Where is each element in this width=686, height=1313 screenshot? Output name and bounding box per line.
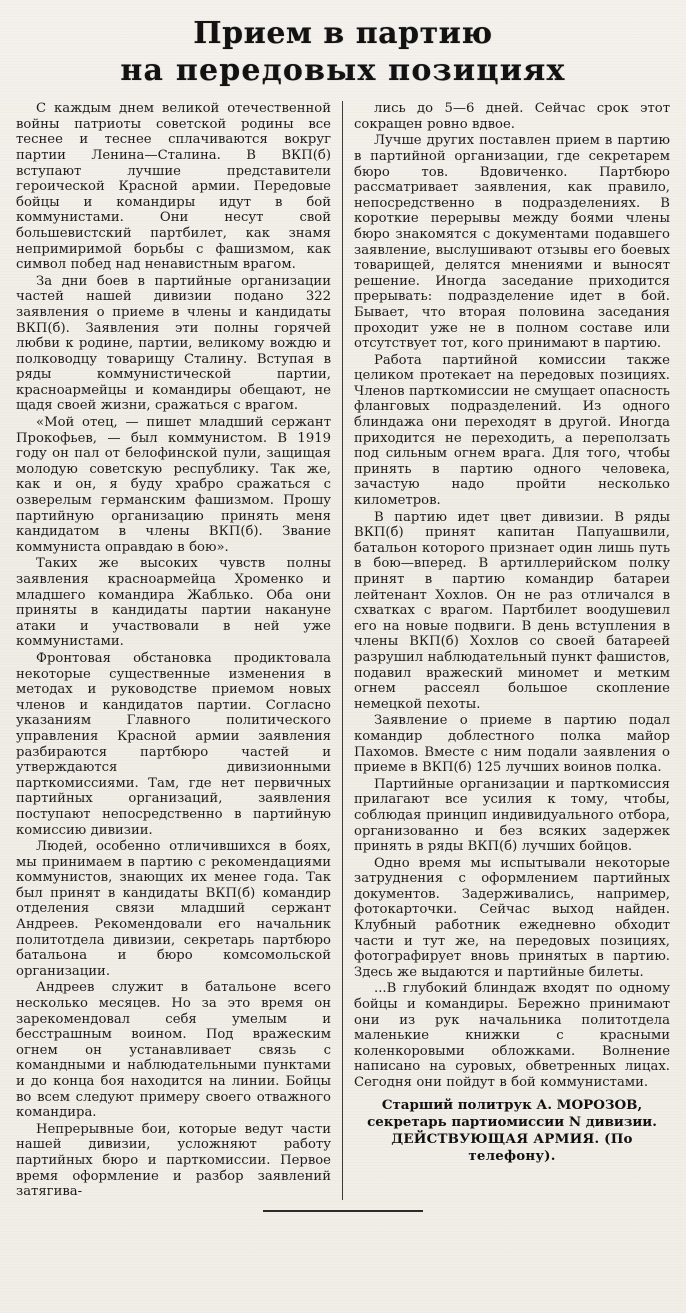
paragraph: Партийные организации и парткомиссия прилагают все усилия к тому, чтобы, соблюдая принцип индивидуального отбора, организованно и без всяких задержек принять в ряды ВКП(б) лучших бойцов. xyxy=(354,776,670,855)
signature-author: Старший политрук А. МОРОЗОВ, xyxy=(381,1096,643,1113)
paragraph: лись до 5—6 дней. Сейчас срок этот сокращен ровно вдвое. xyxy=(354,101,670,132)
article-columns xyxy=(16,101,670,1200)
paragraph: За дни боев в партийные организации частей нашей дивизии подано 322 заявления о приеме в члены и кандидаты ВКП(б). Заявления эти полны горячей любви к родине, партии, великому вождю и полководцу товарищу Сталину. Вступая в ряды коммунистической партии, красноармейцы и командиры обещают, не щадя своей жизни, сражаться с врагом. xyxy=(16,273,331,414)
headline-line-2: на передовых позициях xyxy=(120,52,566,88)
signature-role: секретарь партиомиссии N дивизии. xyxy=(367,1113,657,1130)
paragraph: Таких же высоких чувств полны заявления красноармейца Хроменко и младшего командира Жаблько. Оба они приняты в кандидаты партии накануне атаки и участвовали в ней уже коммунистами. xyxy=(16,556,331,650)
column-right xyxy=(343,101,670,1200)
column-left xyxy=(16,101,343,1200)
paragraph: «Мой отец, — пишет младший сержант Прокофьев, — был коммунистом. В 1919 году он пал от белофинской пули, защищая молодую советскую республику. Так же, как и он, я буду храбро сражаться с озверелым германским фашизмом. Прошу партийную организацию принять меня кандидатом в члены ВКП(б). Звание коммуниста оправдаю в бою». xyxy=(16,415,331,555)
paragraph: Одно время мы испытывали некоторые затруднения с оформлением партийных документов. Задерживались, например, фотокарточки. Сейчас выход найден. Клубный работник ежедневно обходит части и тут же, на передовых позициях, фотографирует вновь принятых в партию. Здесь же выдаются и партийные билеты. xyxy=(354,855,670,980)
headline-line-1: Прием в партию xyxy=(193,16,493,51)
paragraph: Заявление о приеме в партию подал командир доблестного полка майор Пахомов. Вместе с ним подали заявления о приеме в ВКП(б) 125 лучших воинов полка. xyxy=(354,713,670,776)
paragraph: Лучше других поставлен прием в партию в партийной организации, где секретарем бюро тов. Вдовиченко. Партбюро рассматривает заявления, как правило, непосредственно в подразделениях. В короткие перерывы между боями члены бюро знакомятся с документами подавшего заявление, выслушивают отзывы его боевых товарищей, делятся мнениями и выносят решение. Иногда заседание приходится прерывать: подразделение идет в бой. Бывает, что вторая половина заседания проходит уже не в полном составе или отсутствует тот, кого принимают в партию. xyxy=(354,133,670,352)
signature-dateline: ДЕЙСТВУЮЩАЯ АРМИЯ. (По телефону). xyxy=(391,1130,633,1164)
paragraph: С каждым днем великой отечественной войны патриоты советской родины все теснее и теснее сплачиваются вокруг партии Ленина—Сталина. В ВКП(б) вступают лучшие представители героической Красной армии. Передовые бойцы и командиры идут в бой коммунистами. Они несут свой большевистский партбилет, как знамя непримиримой борьбы с фашизмом, как символ побед над ненавистным врагом. xyxy=(16,101,331,273)
paragraph: Непрерывные бои, которые ведут части нашей дивизии, усложняют работу партийных бюро и парткомиссии. Первое время оформление и разбор заявлений затягива- xyxy=(16,1121,331,1200)
article-signature xyxy=(354,1097,670,1165)
paragraph: В партию идет цвет дивизии. В ряды ВКП(б) принят капитан Папуашвили, батальон которого признает один лишь путь в бою—вперед. В артиллерийском полку принят в партию командир батареи лейтенант Хохлов. Он не раз отличался в схватках с врагом. Партбилет воодушевил его на новые подвиги. В день вступления в члены ВКП(б) Хохлов со своей батареей разрушил наблюдательный пункт фашистов, подавил вражеский миномет и метким огнем рассеял большое скопление немецкой пехоты. xyxy=(354,509,670,712)
bottom-divider xyxy=(263,1210,423,1212)
paragraph: Работа партийной комиссии также целиком протекает на передовых позициях. Членов парткомиссии не смущает опасность фланговых подразделений. Из одного блиндажа они переходят в другой. Иногда приходится не переходить, а переползать под сильным огнем врага. Для того, чтобы принять в партию одного человека, зачастую надо пройти несколько километров. xyxy=(354,352,670,509)
paragraph: ...В глубокий блиндаж входят по одному бойцы и командиры. Бережно принимают они из рук начальника политотдела маленькие книжки с красными коленкоровыми обложками. Волнение написано на суровых, обветренных лицах. Сегодня они пойдут в бой коммунистами. xyxy=(354,981,670,1090)
paragraph: Людей, особенно отличившихся в боях, мы принимаем в партию с рекомендациями коммунистов, знающих их менее года. Так был принят в кандидаты ВКП(б) командир отделения связи младший сержант Андреев. Рекомендовали его начальник политотдела дивизии, секретарь партбюро батальона и бюро комсомольской организации. xyxy=(16,839,331,979)
paragraph: Фронтовая обстановка продиктовала некоторые существенные изменения в методах и руководстве приемом новых членов и кандидатов партии. Согласно указаниям Главного политического управления Красной армии заявления разбираются партбюро частей и утверждаются дивизионными парткомиссиями. Там, где нет первичных партийных организаций, заявления поступают непосредственно в партийную комиссию дивизии. xyxy=(16,650,331,838)
page-title xyxy=(16,16,670,89)
paragraph: Андреев служит в батальоне всего несколько месяцев. Но за это время он зарекомендовал себя умелым и бесстрашным воином. Под вражеским огнем он устанавливает связь с командными и наблюдательными пунктами и до конца боя находится на линии. Бойцы во всем следуют примеру своего отважного командира. xyxy=(16,980,331,1121)
